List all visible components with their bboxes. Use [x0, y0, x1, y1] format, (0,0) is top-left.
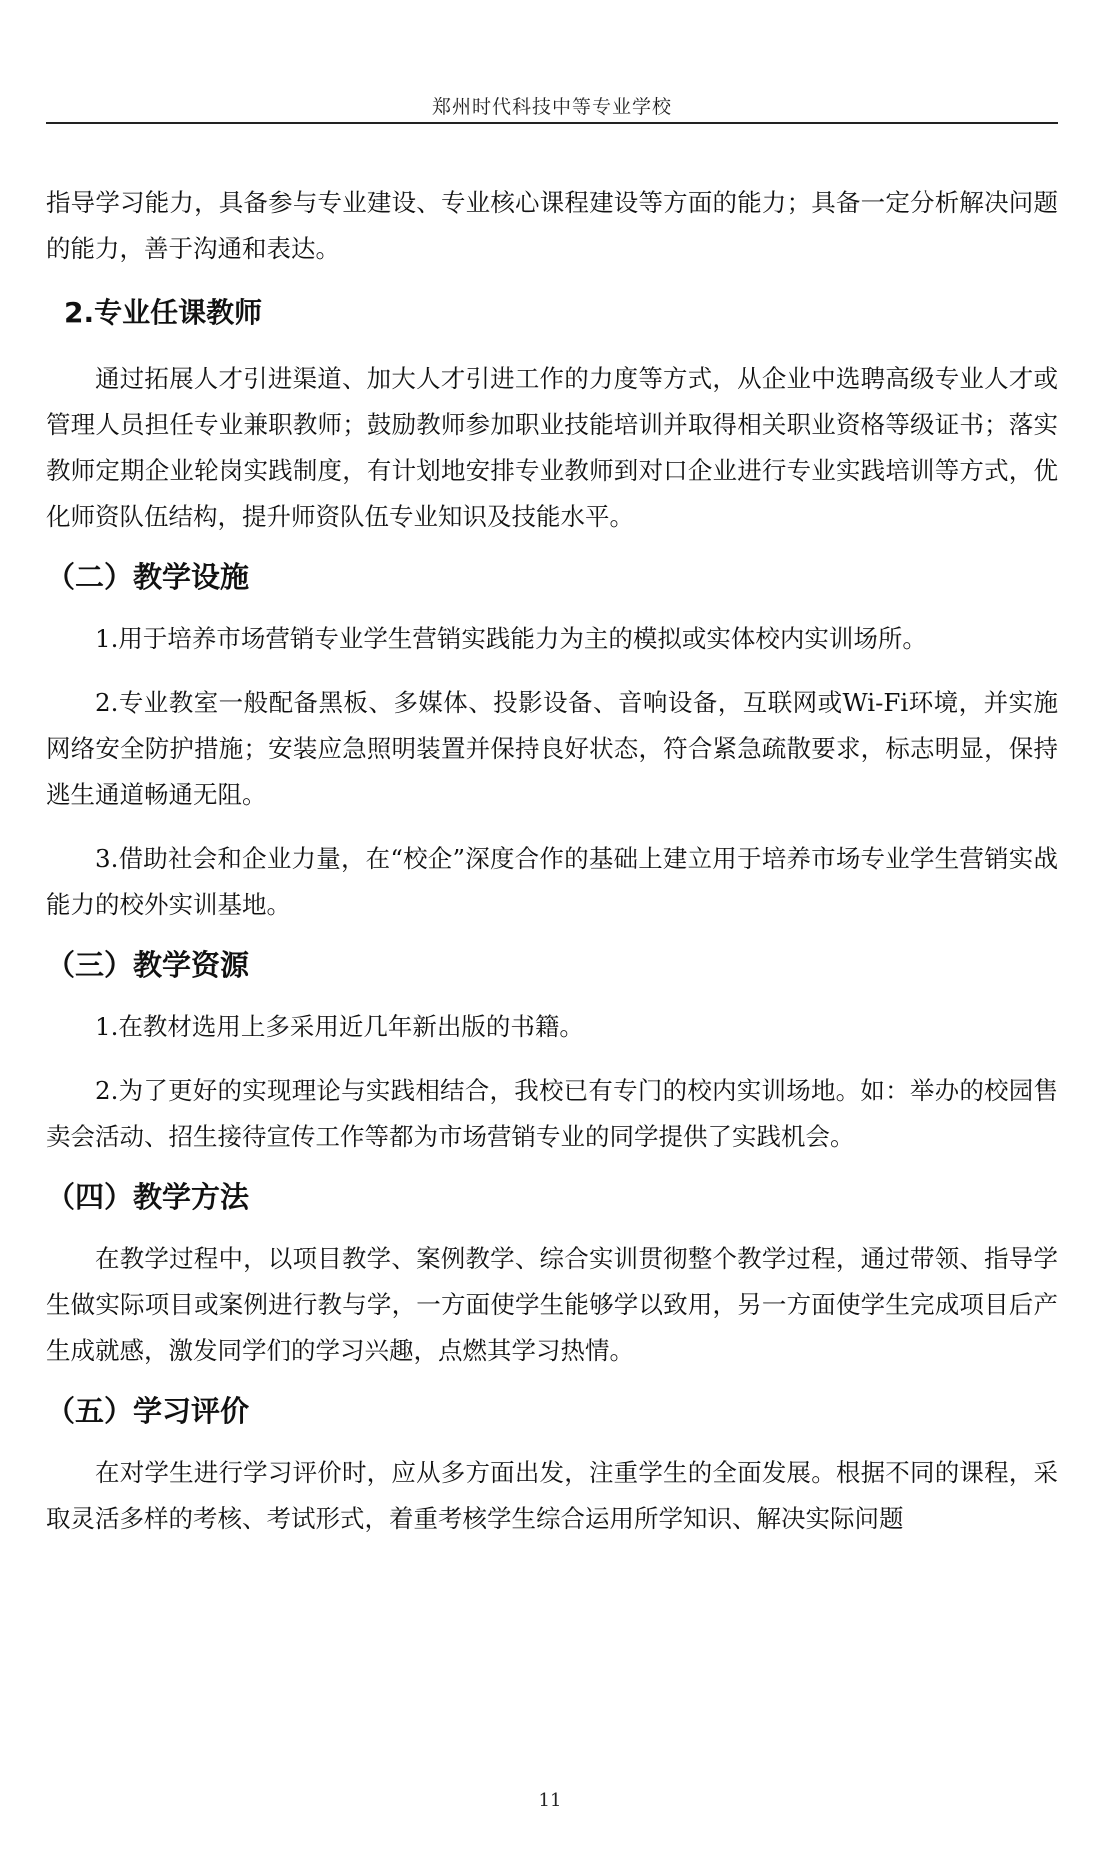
header-divider	[46, 122, 1058, 124]
page-content	[46, 180, 1058, 1542]
paragraph-resources-2: 2.为了更好的实现理论与实践相结合，我校已有专门的校内实训场地。如：举办的校园售卖会活动、招生接待宣传工作等都为市场营销专业的同学提供了实践机会。	[46, 1076, 1058, 1151]
page-header-title: 郑州时代科技中等专业学校	[431, 96, 672, 118]
paragraph-teacher-ability: 指导学习能力，具备参与专业建设、专业核心课程建设等方面的能力；具备一定分析解决问题的能力，善于沟通和表达。	[46, 188, 1058, 263]
paragraph-resources-1: 1.在教材选用上多采用近几年新出版的书籍。	[95, 1012, 584, 1041]
section-heading-evaluation: （五）学习评价	[46, 1394, 250, 1428]
paragraph-methods: 在教学过程中，以项目教学、案例教学、综合实训贯彻整个教学过程，通过带领、指导学生做实际项目或案例进行教与学，一方面使学生能够学以致用，另一方面使学生完成项目后产生成就感，激发同学们的学习兴趣，点燃其学习热情。	[46, 1244, 1058, 1365]
section-heading-resources: （三）教学资源	[46, 948, 250, 982]
paragraph-evaluation: 在对学生进行学习评价时，应从多方面出发，注重学生的全面发展。根据不同的课程，采取灵活多样的考核、考试形式，着重考核学生综合运用所学知识、解决实际问题	[46, 1458, 1058, 1533]
paragraph-facilities-1: 1.用于培养市场营销专业学生营销实践能力为主的模拟或实体校内实训场所。	[95, 624, 927, 653]
paragraph-facilities-2: 2.专业教室一般配备黑板、多媒体、投影设备、音响设备，互联网或Wi-Fi环境，并实施网络安全防护措施；安装应急照明装置并保持良好状态，符合紧急疏散要求，标志明显，保持逃生通道畅通无阻。	[46, 688, 1058, 809]
section-heading-methods: （四）教学方法	[46, 1180, 250, 1214]
page-number: 11	[538, 1790, 562, 1811]
paragraph-facilities-3: 3.借助社会和企业力量，在“校企”深度合作的基础上建立用于培养市场专业学生营销实战能力的校外实训基地。	[46, 844, 1058, 919]
paragraph-professional-teachers: 通过拓展人才引进渠道、加大人才引进工作的力度等方式，从企业中选聘高级专业人才或管理人员担任专业兼职教师；鼓励教师参加职业技能培训并取得相关职业资格等级证书；落实教师定期企业轮岗实践制度，有计划地安排专业教师到对口企业进行专业实践培训等方式，优化师资队伍结构，提升师资队伍专业知识及技能水平。	[46, 364, 1058, 531]
section-heading-facilities: （二）教学设施	[46, 560, 250, 594]
subheading-professional-teachers: 2.专业任课教师	[64, 296, 263, 329]
